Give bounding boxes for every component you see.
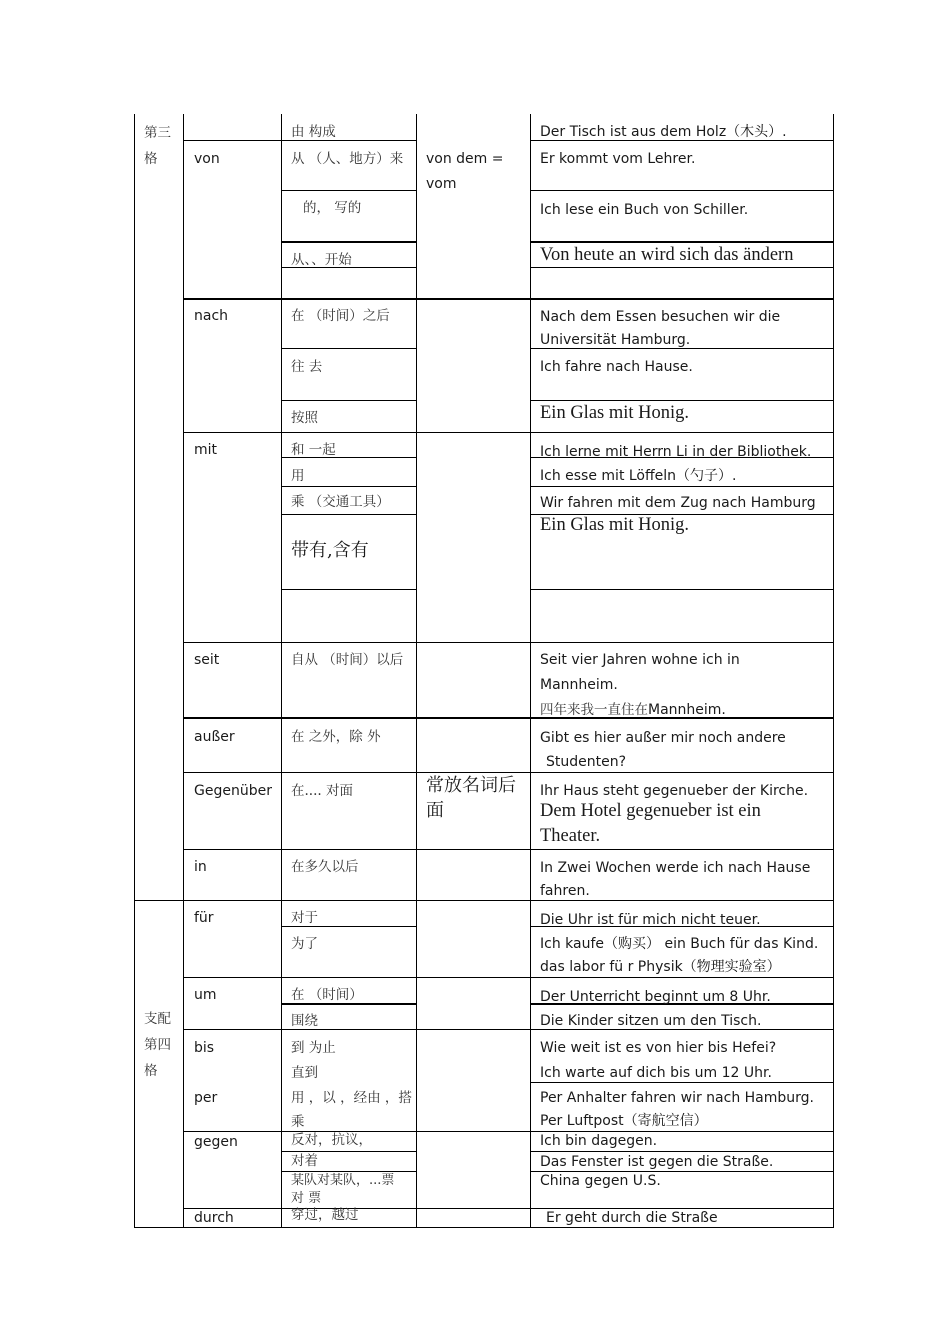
meaning-cell: 直到 <box>291 1065 318 1081</box>
grid-line <box>134 114 135 1228</box>
grid-line <box>183 849 833 850</box>
grid-line <box>183 298 833 300</box>
grid-line <box>183 1208 833 1209</box>
grid-line <box>183 717 833 719</box>
translation-text: 四年来我一直住在 <box>540 702 648 718</box>
meaning-cell: 乘 （交通工具） <box>291 494 390 510</box>
meaning-cell: 往 去 <box>291 359 323 375</box>
meaning-cell: 在.... 对面 <box>291 783 353 799</box>
example-cell: Das Fenster ist gegen die Straße. <box>540 1154 774 1170</box>
example-cell: Ein Glas mit Honig. <box>540 515 690 535</box>
example-cell: Ich bin dagegen. <box>540 1133 658 1149</box>
example-cell: Gibt es hier außer mir noch andere Studenten? <box>540 730 786 770</box>
example-cell: Die Kinder sitzen um den Tisch. <box>540 1013 762 1029</box>
meaning-cell: 围绕 <box>291 1013 318 1029</box>
meaning-cell: 从 （人、地方）来 <box>291 151 404 167</box>
example-cell: das labor fü r Physik（物理实验室） <box>540 959 781 975</box>
meaning-cell: 在多久以后 <box>291 859 359 875</box>
example-cell: Er kommt vom Lehrer. <box>540 151 696 167</box>
example-cell: Ihr Haus steht gegenueber der Kirche. <box>540 783 809 799</box>
meaning-cell: 在 （时间） <box>291 987 363 1003</box>
meaning-cell: 对 票 <box>291 1191 322 1206</box>
grid-line <box>530 190 833 191</box>
meaning-cell: 带有,含有 <box>291 540 369 561</box>
preposition-cell: Gegenüber <box>194 783 272 799</box>
example-cell: Von heute an wird sich das ändern <box>540 245 794 265</box>
example-cell: Wie weit ist es von hier bis Hefei? <box>540 1040 777 1056</box>
meaning-cell: 对于 <box>291 910 318 926</box>
example-cell: Ein Glas mit Honig. <box>540 403 690 423</box>
preposition-cell: seit <box>194 652 220 668</box>
example-cell: Ich lerne mit Herrn Li in der Bibliothek. <box>540 444 812 460</box>
meaning-cell: 用 ，以 ，经由 ，搭乘 <box>291 1090 412 1130</box>
meaning-cell: 到 为止 <box>291 1040 336 1056</box>
grid-line <box>530 114 531 1228</box>
grid-line <box>183 432 833 433</box>
example-cell: Dem Hotel gegenueber ist ein Theater. <box>540 801 761 846</box>
example-cell: Der Unterricht beginnt um 8 Uhr. <box>540 989 771 1005</box>
example-cell: Nach dem Essen besuchen wir die Universität Hamburg. <box>540 309 781 348</box>
grid-line <box>134 1227 833 1228</box>
grid-line <box>281 190 416 191</box>
preposition-cell: in <box>194 859 207 875</box>
usage-note: von dem = vom <box>426 151 504 192</box>
meaning-cell: 自从 （时间）以后 <box>291 652 404 668</box>
meaning-cell: 和 一起 <box>291 442 336 458</box>
example-cell: Wir fahren mit dem Zug nach Hamburg <box>540 495 816 511</box>
meaning-cell: 在 之外，除 外 <box>291 729 381 745</box>
example-cell: In Zwei Wochen werde ich nach Hause fahren. <box>540 860 811 899</box>
preposition-cell: mit <box>194 442 218 458</box>
grid-line <box>281 514 416 515</box>
case-label-dative: 第三格 <box>144 125 171 167</box>
example-cell: Der Tisch ist aus dem Holz（木头）. <box>540 124 787 140</box>
example-cell: Ich warte auf dich bis um 12 Uhr. <box>540 1065 772 1081</box>
example-cell: Ich fahre nach Hause. <box>540 359 693 375</box>
grid-line <box>281 589 416 590</box>
grid-line <box>183 1131 833 1132</box>
example-cell: Ich esse mit Löffeln（勺子）. <box>540 468 737 484</box>
example-cell-translation <box>540 698 726 722</box>
preposition-cell: durch <box>194 1210 234 1226</box>
meaning-cell: 在 （时间）之后 <box>291 308 390 324</box>
grid-line <box>530 589 833 590</box>
meaning-cell: 的， 写的 <box>303 200 362 216</box>
preposition-cell: von <box>194 151 220 167</box>
meaning-cell: 穿过，越过 <box>291 1207 359 1223</box>
preposition-cell: per <box>194 1090 218 1106</box>
grid-line <box>416 114 417 1228</box>
grid-line <box>281 114 282 1228</box>
example-cell: Per Anhalter fahren wir nach Hamburg. <box>540 1090 814 1106</box>
translation-text: Mannheim. <box>648 702 726 718</box>
example-cell: Per Luftpost（寄航空信） <box>540 1113 708 1129</box>
meaning-cell: 按照 <box>291 410 318 426</box>
grid-line <box>281 348 416 349</box>
meaning-cell: 用 <box>291 468 305 484</box>
example-cell: Seit vier Jahren wohne ich in Mannheim. <box>540 652 740 693</box>
grid-line <box>281 241 416 243</box>
meaning-cell: 为了 <box>291 936 318 952</box>
meaning-cell: 从、、开始 <box>291 252 352 268</box>
preposition-cell: gegen <box>194 1134 238 1150</box>
case-label-accusative: 支配第四格 <box>144 1011 171 1079</box>
example-cell: China gegen U.S. <box>540 1173 661 1189</box>
example-cell: Die Uhr ist für mich nicht teuer. <box>540 912 761 928</box>
meaning-cell: 反对，抗议， <box>291 1132 372 1148</box>
preposition-cell: außer <box>194 729 235 745</box>
usage-note: 常放名词后面 <box>426 775 516 821</box>
grid-line <box>281 400 416 401</box>
meaning-cell: 对着 <box>291 1153 318 1169</box>
preposition-cell: nach <box>194 308 229 324</box>
preposition-cell: für <box>194 910 214 926</box>
grid-line <box>183 642 833 643</box>
meaning-cell: 由 构成 <box>291 124 336 140</box>
example-cell: Ich kaufe（购买） ein Buch für das Kind. <box>540 936 819 952</box>
meaning-cell: 某队对某队，...票 <box>291 1173 395 1188</box>
preposition-cell: bis <box>194 1040 215 1056</box>
grid-line <box>183 114 184 1228</box>
preposition-cell: um <box>194 987 217 1003</box>
example-cell: Ich lese ein Buch von Schiller. <box>540 202 749 218</box>
example-cell: Er geht durch die Straße <box>546 1210 718 1226</box>
grid-line <box>833 114 834 1228</box>
